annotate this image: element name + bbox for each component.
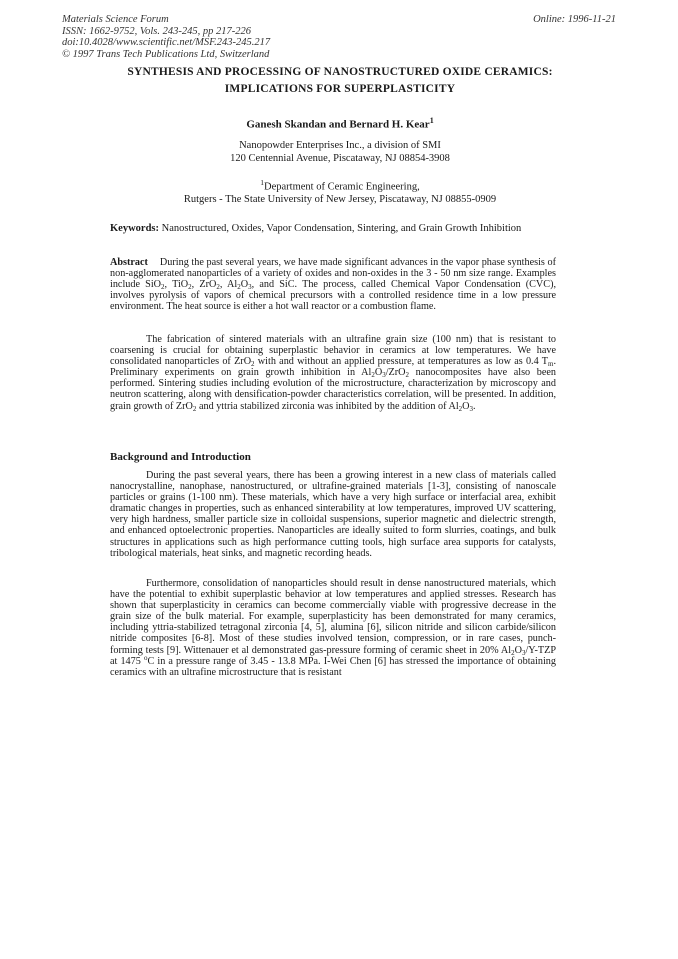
online-date: Online: 1996-11-21 — [533, 14, 616, 25]
journal-name: Materials Science Forum — [62, 14, 169, 25]
affiliation-1 — [80, 140, 600, 165]
issn-line: ISSN: 1662-9752, Vols. 243-245, pp 217-226 — [62, 25, 251, 37]
intro-paragraph-1: During the past several years, there has been a growing interest in a new class of materials called nanocrystalline, nanophase, nanostructured, or ultrafine-grained materials [1-3], consisting of nanoscale particles or grains (1-100 nm). These materials, which have a very high surface or interfacial area, exhibit dramatic changes in properties, such as enhanced sinterability at low temperatures, improved UV scattering, very high hardness, smaller particle size in colloidal suspensions, superior magnetic and dielectric strength, and enhanced optoelectronic properties. Nanoparticles are ideally suited to form slurries, coatings, and bulk structures in applications such as high performance cutting tools, high surface area supports for catalysts, tribological materials, heat sinks, and magnetic recording heads. — [110, 470, 556, 559]
section-heading-background: Background and Introduction — [110, 451, 251, 463]
affiliation-1-line-2: 120 Centennial Avenue, Piscataway, NJ 08854-3908 — [230, 152, 450, 164]
keywords-text: Nanostructured, Oxides, Vapor Condensation, Sintering, and Grain Growth Inhibition — [161, 223, 522, 234]
keywords — [110, 223, 570, 234]
author-names: Ganesh Skandan and Bernard H. Kear — [246, 118, 430, 131]
paper-title — [70, 64, 610, 98]
abstract-paragraph-2: The fabrication of sintered materials with an ultrafine grain size (100 nm) that is resistant to coarsening is crucial for obtaining superplastic behavior in ceramics at low temperatures. We have consolidated nanoparticles of ZrO$_2$ with and without an applied pressure, at temperatures as low as 0.4 $T_m$. Preliminary experiments on grain growth inhibition in $Al_2O_3/ZrO_2$ nanocomposites have also been performed. Sintering studies including evolution of the microstructure, characterization by microscopy and neutron scattering, along with densification-powder characteristics correlation, will be presented. In addition, grain growth of ZrO$_2$ and yttria stabilized zirconia was inhibited by the addition of $Al_2O_3$. — [110, 334, 556, 413]
author-affil-marker: 1 — [429, 116, 434, 125]
abstract-label: Abstract — [110, 257, 148, 268]
affiliation-2-marker: 1 — [260, 178, 265, 187]
affiliation-2-line-1: Department of Ceramic Engineering, — [264, 181, 420, 193]
abstract-paragraph-1: Abstract During the past several years, we have made significant advances in the vapor phase synthesis of non-agglomerated nanoparticles of a variety of oxides and non-oxides in the 3 - 50 nm size range. Examples include SiO$_2$, TiO$_2$, ZrO$_2$, $Al_2O_3$, and SiC. The process, called Chemical Vapor Condensation (CVC), involves pyrolysis of vapors of chemical precursors with a controlled residence time in a low pressure environment. The heat source is either a hot wall reactor or a combustion flame. — [110, 257, 557, 313]
title-line-1: SYNTHESIS AND PROCESSING OF NANOSTRUCTURED OXIDE CERAMICS: — [127, 66, 553, 78]
author-list — [80, 116, 600, 131]
copyright-line: © 1997 Trans Tech Publications Ltd, Switzerland — [62, 48, 270, 60]
keywords-label: Keywords: — [110, 223, 159, 234]
affiliation-1-line-1: Nanopowder Enterprises Inc., a division of SMI — [239, 140, 441, 151]
affiliation-2 — [80, 177, 600, 207]
affiliation-2-line-2: Rutgers - The State University of New Jersey, Piscataway, NJ 08855-0909 — [183, 194, 497, 205]
title-line-2: IMPLICATIONS FOR SUPERPLASTICITY — [224, 83, 456, 95]
journal-metadata — [62, 14, 270, 60]
intro-paragraph-2: Furthermore, consolidation of nanoparticles should result in dense nanostructured materials, which have the potential to exhibit superplastic behavior at low temperatures and applied stresses. Research has shown that superplasticity in ceramics can become commercially viable with progressive decrease in the grain size of the bulk material. For example, superplasticity has been demonstrated for many ceramics, including yttria-stabilized tetragonal zirconia [4, 5], alumina [6], silicon nitride and silicon carbide/silicon nitride composites [6-8]. Most of these studies involved tension, compression, or in rare cases, punch-forming tests [9]. Wittenauer et al demonstrated gas-pressure forming of ceramic sheet in 20% $Al_2O_3/Y$-TZP at 1475 $^o$C in a pressure range of 3.45 - 13.8 MPa. I-Wei Chen [6] has stressed the importance of obtaining ceramics with an ultrafine microstructure that is resistant — [110, 578, 556, 678]
doi-line: doi:10.4028/www.scientific.net/MSF.243-245.217 — [62, 37, 271, 49]
